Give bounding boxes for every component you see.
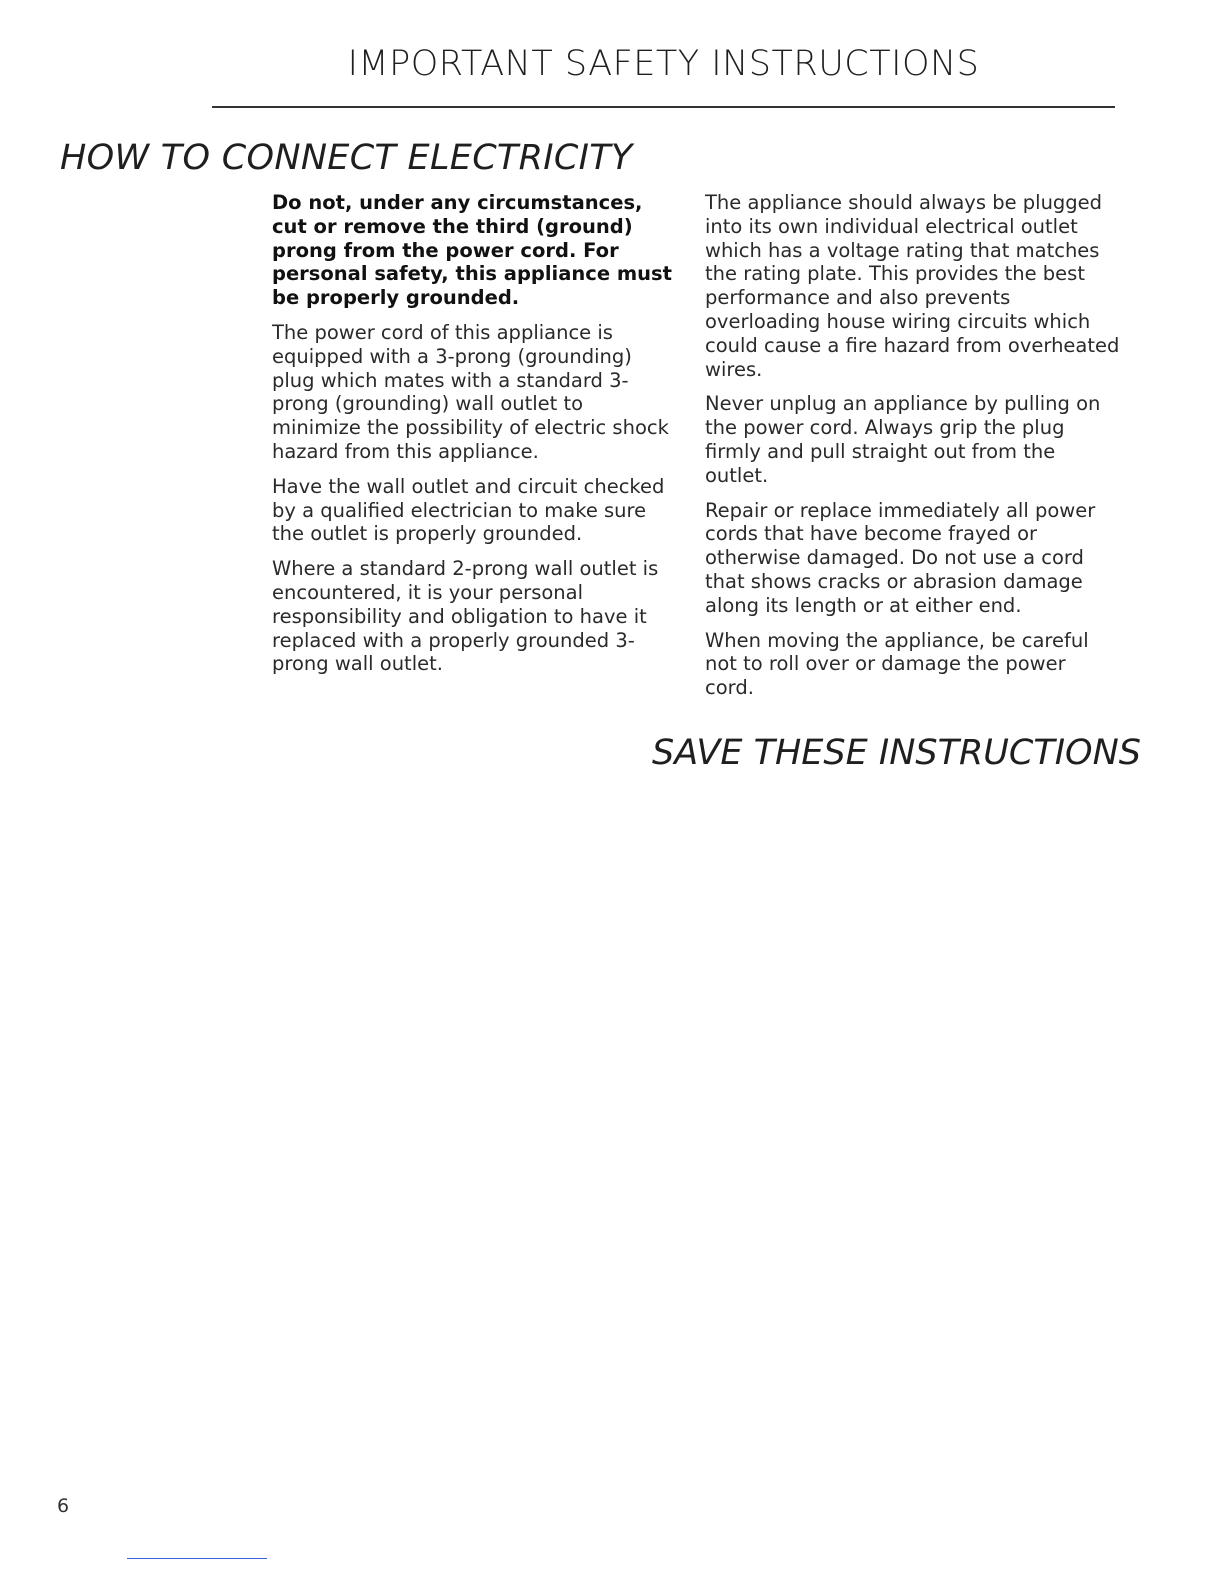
page-number: 6 [57, 1495, 70, 1517]
paragraph-unplug: Never unplug an appliance by pulling on the power cord. Always grip the plug firmly and pull straight out from the outlet. [705, 392, 1101, 487]
paragraph-power-cord-plug: The power cord of this appliance is equipped with a 3-prong (grounding) plug which mates with a standard 3-prong (grounding) wall outlet to minimize the possibility of electric shock hazard from this appliance. [272, 320, 669, 463]
footer-link-underline[interactable] [127, 1558, 267, 1559]
paragraph-two-prong-outlet: Where a standard 2-prong wall outlet is encountered, it is your personal responsibility and obligation to have it replaced with a properly grounded 3-prong wall outlet. [272, 557, 659, 676]
save-instructions-title: SAVE THESE INSTRUCTIONS [652, 733, 1141, 773]
paragraph-repair-cords: Repair or replace immediately all power cords that have become frayed or otherwise damaged. Do not use a cord that shows cracks or abrasion damage along its length or at either end. [705, 498, 1096, 617]
page-header-title: IMPORTANT SAFETY INSTRUCTIONS [347, 44, 980, 84]
paragraph-outlet-check: Have the wall outlet and circuit checked by a qualified electrician to make sure the outlet is properly grounded. [272, 474, 665, 546]
paragraph-individual-outlet: The appliance should always be plugged into its own individual electrical outlet which has a voltage rating that matches the rating plate. This provides the best performance and also prevents overloading house wiring circuits which could cause a fire hazard from overheated wires. [705, 191, 1120, 381]
header-divider [212, 106, 1115, 108]
section-title: HOW TO CONNECT ELECTRICITY [60, 138, 633, 178]
grounding-warning: Do not, under any circumstances, cut or remove the third (ground) prong from the power cord. For personal safety, this appliance must be properly grounded. [272, 191, 672, 310]
paragraph-moving-appliance: When moving the appliance, be careful not to roll over or damage the power cord. [705, 628, 1089, 700]
right-column [705, 191, 1120, 711]
left-column [272, 191, 672, 687]
